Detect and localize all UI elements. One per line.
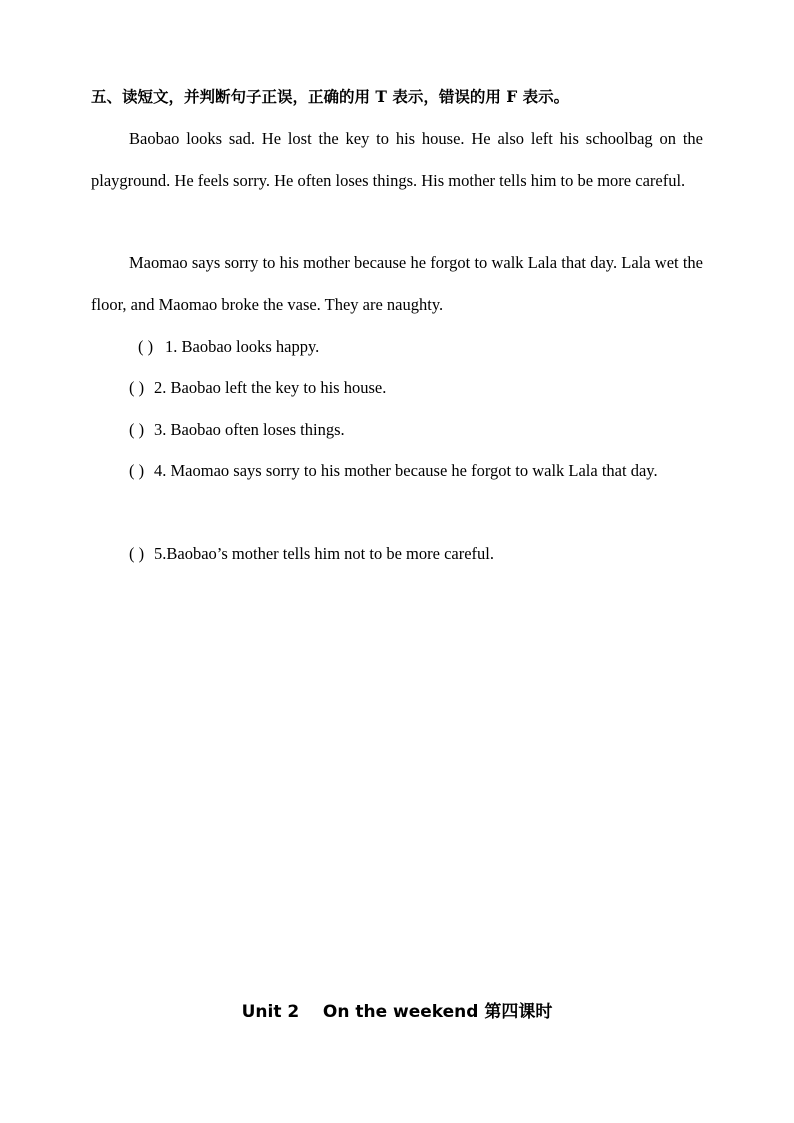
answer-blank-3[interactable]: ( ) [129,420,145,439]
question-2-text: 2. Baobao left the key to his house. [154,378,387,397]
question-5-text: 5.Baobao’s mother tells him not to be more careful. [154,544,494,563]
answer-blank-5[interactable]: ( ) [129,544,145,563]
question-4-text: 4. Maomao says sorry to his mother because he forgot to walk Lala that day. [154,461,658,480]
question-3 [129,409,345,451]
question-2 [129,367,386,409]
answer-blank-2[interactable]: ( ) [129,378,145,397]
question-3-text: 3. Baobao often loses things. [154,420,345,439]
question-1 [138,326,319,368]
question-5 [129,533,494,575]
passage-paragraph-1: Baobao looks sad. He lost the key to his house. He also left his schoolbag on the playground. He feels sorry. He often loses things. His mother tells him to be more careful. [91,129,703,190]
lesson-footer-title: Unit 2 On the weekend 第四课时 [241,1002,553,1022]
question-4 [91,450,703,492]
question-1-text: 1. Baobao looks happy. [165,337,320,356]
section-heading: 五、读短文，并判断句子正误，正确的用 T 表示，错误的用 F 表示。 [91,87,570,106]
passage-paragraph-2: Maomao says sorry to his mother because he forgot to walk Lala that day. Lala wet the floor, and Maomao broke the vase. They are naughty. [91,253,703,314]
answer-blank-1[interactable]: ( ) [138,337,154,356]
answer-blank-4[interactable]: ( ) [129,461,145,480]
